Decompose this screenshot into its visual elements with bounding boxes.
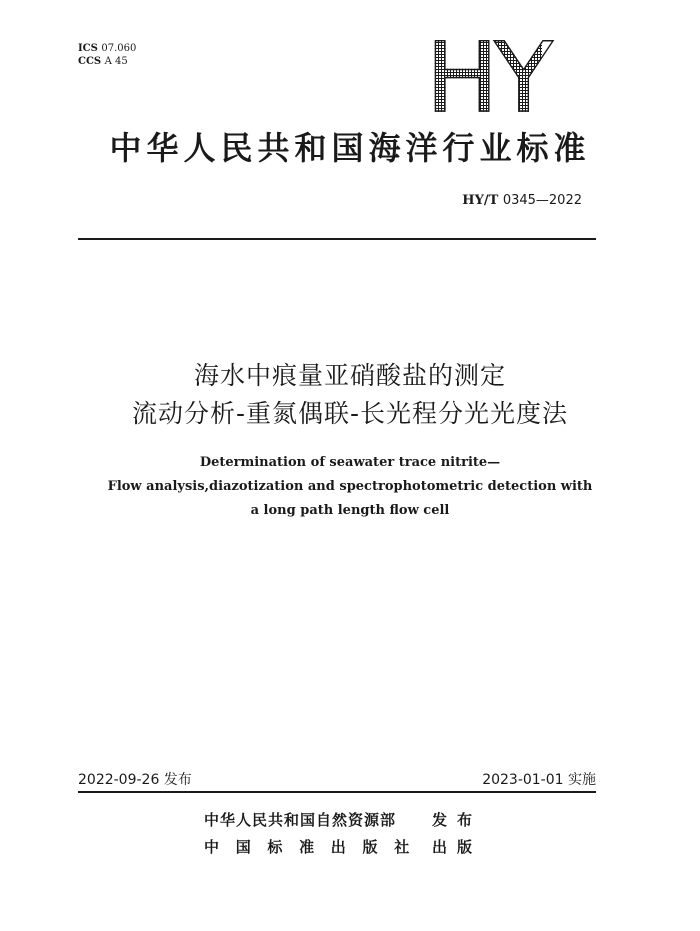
- header-divider: [78, 238, 596, 240]
- publisher-press: 中国标准出版社: [204, 838, 426, 856]
- ics-line: [78, 42, 136, 55]
- english-title-line-1: Determination of seawater trace nitrite—: [199, 455, 501, 470]
- hy-logo: HY: [426, 22, 549, 134]
- english-title-line-3: a long path length flow cell: [250, 503, 450, 518]
- standard-number: [462, 193, 582, 208]
- ccs-value: A 45: [104, 56, 128, 67]
- publisher-press-action: 出版: [432, 838, 483, 856]
- release-date: 2022-09-26 发布: [78, 772, 192, 788]
- standard-number-prefix: HY/T: [462, 193, 499, 208]
- chinese-title-line-1: 海水中痕量亚硝酸盐的测定: [193, 361, 506, 390]
- ccs-label: CCS: [78, 56, 102, 67]
- ics-ccs-block: [78, 42, 136, 68]
- chinese-title-line-2: 流动分析-重氮偶联-长光程分光光度法: [131, 399, 569, 428]
- ccs-line: [78, 55, 136, 68]
- ics-label: ICS: [78, 43, 98, 54]
- implementation-date: 2023-01-01 实施: [482, 772, 596, 788]
- footer-divider: [78, 791, 596, 793]
- ics-value: 07.060: [101, 43, 137, 54]
- english-title-line-2: Flow analysis,diazotization and spectrophotometric detection with: [107, 479, 593, 494]
- standard-category-title: 中华人民共和国海洋行业标准: [109, 129, 591, 167]
- publisher-ministry: 中华人民共和国自然资源部: [204, 811, 397, 829]
- publisher-ministry-action: 发布: [432, 811, 483, 829]
- standard-number-value: 0345—2022: [502, 193, 582, 208]
